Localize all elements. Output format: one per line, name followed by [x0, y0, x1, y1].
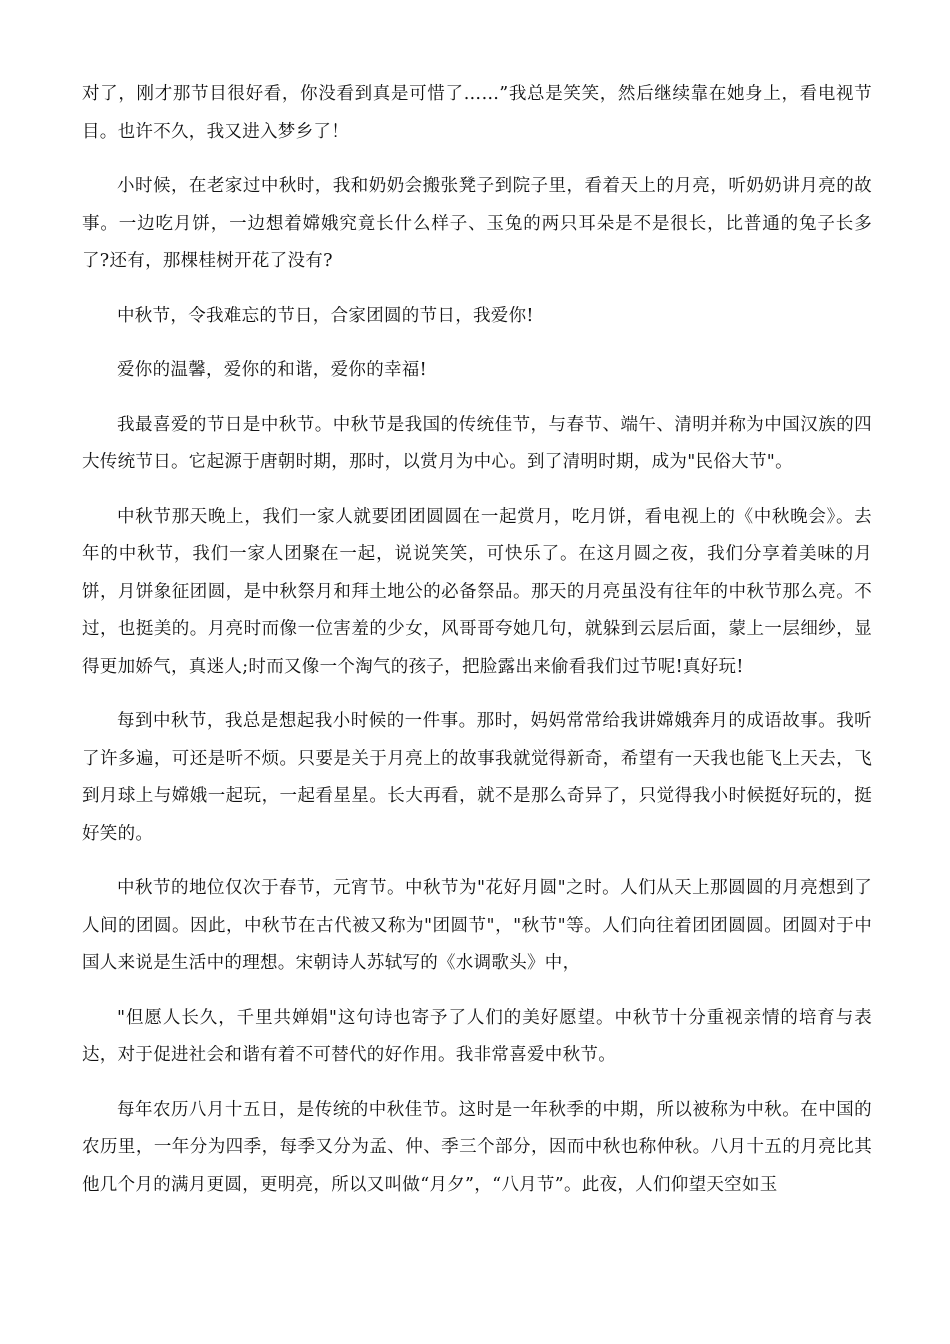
paragraph-9: "但愿人长久，千里共婵娟"这句诗也寄予了人们的美好愿望。中秋节十分重视亲情的培育与表达，对于促进社会和谐有着不可替代的好作用。我非常喜爱中秋节。 — [82, 1007, 872, 1065]
paragraph-8: 中秋节的地位仅次于春节，元宵节。中秋节为"花好月圆"之时。人们从天上那圆圆的月亮想到了人间的团圆。因此，中秋节在古代被又称为"团圆节"，"秋节"等。人们向往着团团圆圆。团圆对于中国人来说是生活中的理想。宋朝诗人苏轼写的《水调歌头》中， — [82, 878, 872, 973]
paragraph-5: 我最喜爱的节日是中秋节。中秋节是我国的传统佳节，与春节、端午、清明并称为中国汉族的四大传统节日。它起源于唐朝时期，那时，以赏月为中心。到了清明时期，成为"民俗大节"。 — [82, 414, 872, 472]
document-body — [82, 76, 872, 1221]
paragraph-6: 中秋节那天晚上，我们一家人就要团团圆圆在一起赏月，吃月饼，看电视上的《中秋晚会》。去年的中秋节，我们一家人团聚在一起，说说笑笑，可快乐了。在这月圆之夜，我们分享着美味的月饼，月饼象征团圆，是中秋祭月和拜土地公的必备祭品。那天的月亮虽没有往年的中秋节那么亮。不过，也挺美的。月亮时而像一位害羞的少女，风哥哥夸她几句，就躲到云层后面，蒙上一层细纱，显得更加娇气，真迷人;时而又像一个淘气的孩子，把脸露出来偷看我们过节呢!真好玩! — [82, 506, 872, 677]
paragraph-7: 每到中秋节，我总是想起我小时候的一件事。那时，妈妈常常给我讲嫦娥奔月的成语故事。我听了许多遍，可还是听不烦。只要是关于月亮上的故事我就觉得新奇，希望有一天我也能飞上天去，飞到月球上与嫦娥一起玩，一起看星星。长大再看，就不是那么奇异了，只觉得我小时候挺好玩的，挺好笑的。 — [82, 711, 872, 844]
paragraph-10: 每年农历八月十五日，是传统的中秋佳节。这时是一年秋季的中期，所以被称为中秋。在中国的农历里，一年分为四季，每季又分为孟、仲、季三个部分，因而中秋也称仲秋。八月十五的月亮比其他几个月的满月更圆，更明亮，所以又叫做“月夕”，“八月节”。此夜，人们仰望天空如玉 — [82, 1099, 872, 1195]
paragraph-2: 小时候，在老家过中秋时，我和奶奶会搬张凳子到院子里，看着天上的月亮，听奶奶讲月亮的故事。一边吃月饼，一边想着嫦娥究竟长什么样子、玉兔的两只耳朵是不是很长，比普通的兔子长多了?还有，那棵桂树开花了没有? — [82, 176, 872, 271]
paragraph-4: 爱你的温馨，爱你的和谐，爱你的幸福! — [117, 360, 427, 380]
paragraph-3: 中秋节，令我难忘的节日，合家团圆的节日，我爱你! — [117, 305, 534, 326]
paragraph-1: 对了，刚才那节目很好看，你没看到真是可惜了……”我总是笑笑，然后继续靠在她身上，看电视节目。也许不久，我又进入梦乡了！ — [82, 84, 872, 142]
